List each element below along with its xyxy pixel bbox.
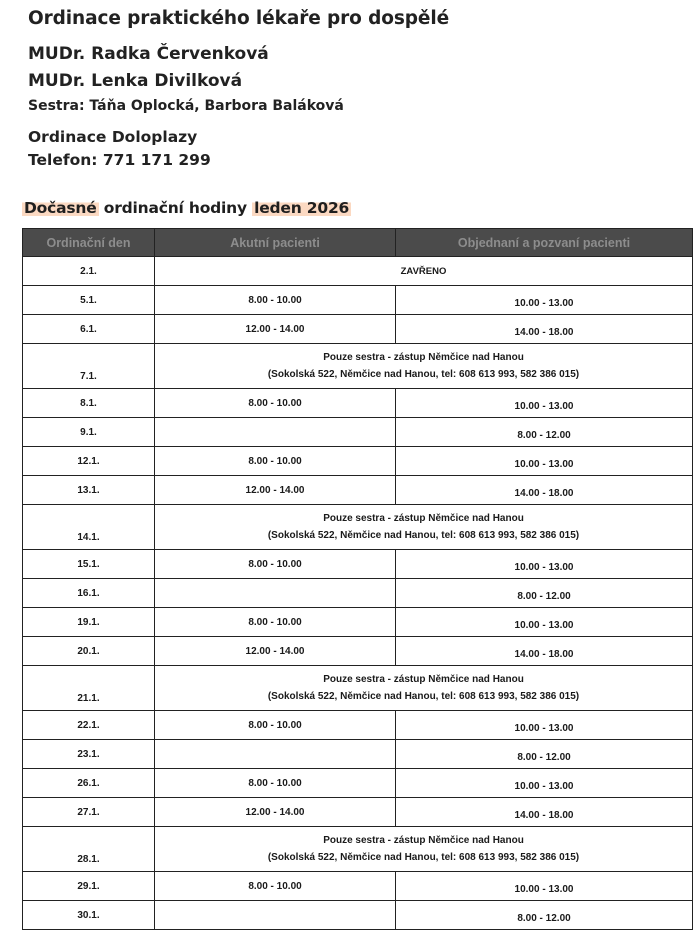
nurse-only-note: Pouze sestra - zástup Němčice nad Hanou — [323, 674, 524, 685]
acute-hours-cell: 8.00 - 10.00 — [155, 711, 396, 740]
acute-hours-cell — [155, 579, 396, 608]
substitute-address: (Sokolská 522, Němčice nad Hanou, tel: 608 613 993, 582 386 015) — [267, 530, 580, 541]
day-cell: 13.1. — [23, 476, 155, 505]
schedule-heading — [22, 199, 351, 217]
nurse-substitute-cell — [155, 505, 693, 550]
ordered-hours-cell: 10.00 - 13.00 — [396, 608, 693, 637]
day-cell: 21.1. — [23, 666, 155, 711]
acute-hours-cell: 8.00 - 10.00 — [155, 389, 396, 418]
table-row — [23, 418, 693, 447]
table-row — [23, 505, 693, 550]
table-row — [23, 798, 693, 827]
column-header-ordered: Objednaní a pozvaní pacienti — [396, 229, 693, 257]
closed-cell: ZAVŘENO — [155, 257, 693, 286]
table-row — [23, 286, 693, 315]
day-cell: 9.1. — [23, 418, 155, 447]
ordered-hours-cell: 8.00 - 12.00 — [396, 901, 693, 930]
nurse-substitute-cell — [155, 344, 693, 389]
column-header-acute: Akutní pacienti — [155, 229, 396, 257]
acute-hours-cell: 8.00 - 10.00 — [155, 608, 396, 637]
table-row — [23, 389, 693, 418]
table-body — [23, 257, 693, 930]
day-cell: 7.1. — [23, 344, 155, 389]
ordered-hours-cell: 14.00 - 18.00 — [396, 798, 693, 827]
substitute-address: (Sokolská 522, Němčice nad Hanou, tel: 608 613 993, 582 386 015) — [267, 369, 580, 380]
acute-hours-cell: 8.00 - 10.00 — [155, 872, 396, 901]
table-row — [23, 637, 693, 666]
table-row — [23, 608, 693, 637]
substitute-address: (Sokolská 522, Němčice nad Hanou, tel: 608 613 993, 582 386 015) — [267, 691, 580, 702]
ordered-hours-cell: 10.00 - 13.00 — [396, 872, 693, 901]
nurse-substitute-cell — [155, 666, 693, 711]
substitute-address: (Sokolská 522, Němčice nad Hanou, tel: 608 613 993, 582 386 015) — [267, 852, 580, 863]
acute-hours-cell: 8.00 - 10.00 — [155, 769, 396, 798]
table-row — [23, 476, 693, 505]
day-cell: 30.1. — [23, 901, 155, 930]
table-row — [23, 901, 693, 930]
heading-middle: ordinační hodiny — [98, 199, 253, 217]
acute-hours-cell: 12.00 - 14.00 — [155, 476, 396, 505]
heading-highlight-month: leden 2026 — [254, 199, 350, 217]
table-header-row — [23, 229, 693, 257]
heading-highlight-temporary: Dočasné — [24, 199, 97, 217]
day-cell: 8.1. — [23, 389, 155, 418]
table-row — [23, 740, 693, 769]
column-header-day: Ordinační den — [23, 229, 155, 257]
clinic-title: Ordinace praktického lékaře pro dospělé — [28, 8, 450, 29]
table-row — [23, 257, 693, 286]
day-cell: 20.1. — [23, 637, 155, 666]
nurse-only-note: Pouze sestra - zástup Němčice nad Hanou — [323, 835, 524, 846]
table-row — [23, 315, 693, 344]
table-row — [23, 769, 693, 798]
day-cell: 5.1. — [23, 286, 155, 315]
acute-hours-cell — [155, 740, 396, 769]
day-cell: 15.1. — [23, 550, 155, 579]
day-cell: 2.1. — [23, 257, 155, 286]
day-cell: 23.1. — [23, 740, 155, 769]
ordered-hours-cell: 14.00 - 18.00 — [396, 637, 693, 666]
day-cell: 19.1. — [23, 608, 155, 637]
table-row — [23, 550, 693, 579]
schedule-table — [22, 228, 693, 930]
nurses-line: Sestra: Táňa Oplocká, Barbora Baláková — [28, 98, 344, 114]
day-cell: 26.1. — [23, 769, 155, 798]
ordered-hours-cell: 10.00 - 13.00 — [396, 769, 693, 798]
acute-hours-cell: 8.00 - 10.00 — [155, 286, 396, 315]
ordered-hours-cell: 8.00 - 12.00 — [396, 579, 693, 608]
nurse-substitute-cell — [155, 827, 693, 872]
acute-hours-cell — [155, 901, 396, 930]
ordered-hours-cell: 10.00 - 13.00 — [396, 447, 693, 476]
ordered-hours-cell: 10.00 - 13.00 — [396, 550, 693, 579]
nurse-only-note: Pouze sestra - zástup Němčice nad Hanou — [323, 352, 524, 363]
ordered-hours-cell: 8.00 - 12.00 — [396, 418, 693, 447]
ordered-hours-cell: 8.00 - 12.00 — [396, 740, 693, 769]
phone-number: Telefon: 771 171 299 — [28, 151, 211, 169]
day-cell: 14.1. — [23, 505, 155, 550]
day-cell: 16.1. — [23, 579, 155, 608]
day-cell: 27.1. — [23, 798, 155, 827]
nurse-only-note: Pouze sestra - zástup Němčice nad Hanou — [323, 513, 524, 524]
acute-hours-cell: 12.00 - 14.00 — [155, 637, 396, 666]
day-cell: 29.1. — [23, 872, 155, 901]
acute-hours-cell — [155, 418, 396, 447]
ordered-hours-cell: 14.00 - 18.00 — [396, 476, 693, 505]
table-row — [23, 872, 693, 901]
acute-hours-cell: 12.00 - 14.00 — [155, 798, 396, 827]
table-row — [23, 447, 693, 476]
table-row — [23, 344, 693, 389]
office-name: Ordinace Doloplazy — [28, 128, 198, 146]
acute-hours-cell: 12.00 - 14.00 — [155, 315, 396, 344]
day-cell: 28.1. — [23, 827, 155, 872]
doctor-name-1: MUDr. Radka Červenková — [28, 44, 269, 64]
table-row — [23, 579, 693, 608]
ordered-hours-cell: 14.00 - 18.00 — [396, 315, 693, 344]
day-cell: 22.1. — [23, 711, 155, 740]
table-row — [23, 827, 693, 872]
day-cell: 12.1. — [23, 447, 155, 476]
acute-hours-cell: 8.00 - 10.00 — [155, 447, 396, 476]
ordered-hours-cell: 10.00 - 13.00 — [396, 711, 693, 740]
doctor-name-2: MUDr. Lenka Divilková — [28, 71, 243, 91]
ordered-hours-cell: 10.00 - 13.00 — [396, 286, 693, 315]
table-row — [23, 666, 693, 711]
acute-hours-cell: 8.00 - 10.00 — [155, 550, 396, 579]
day-cell: 6.1. — [23, 315, 155, 344]
ordered-hours-cell: 10.00 - 13.00 — [396, 389, 693, 418]
table-row — [23, 711, 693, 740]
